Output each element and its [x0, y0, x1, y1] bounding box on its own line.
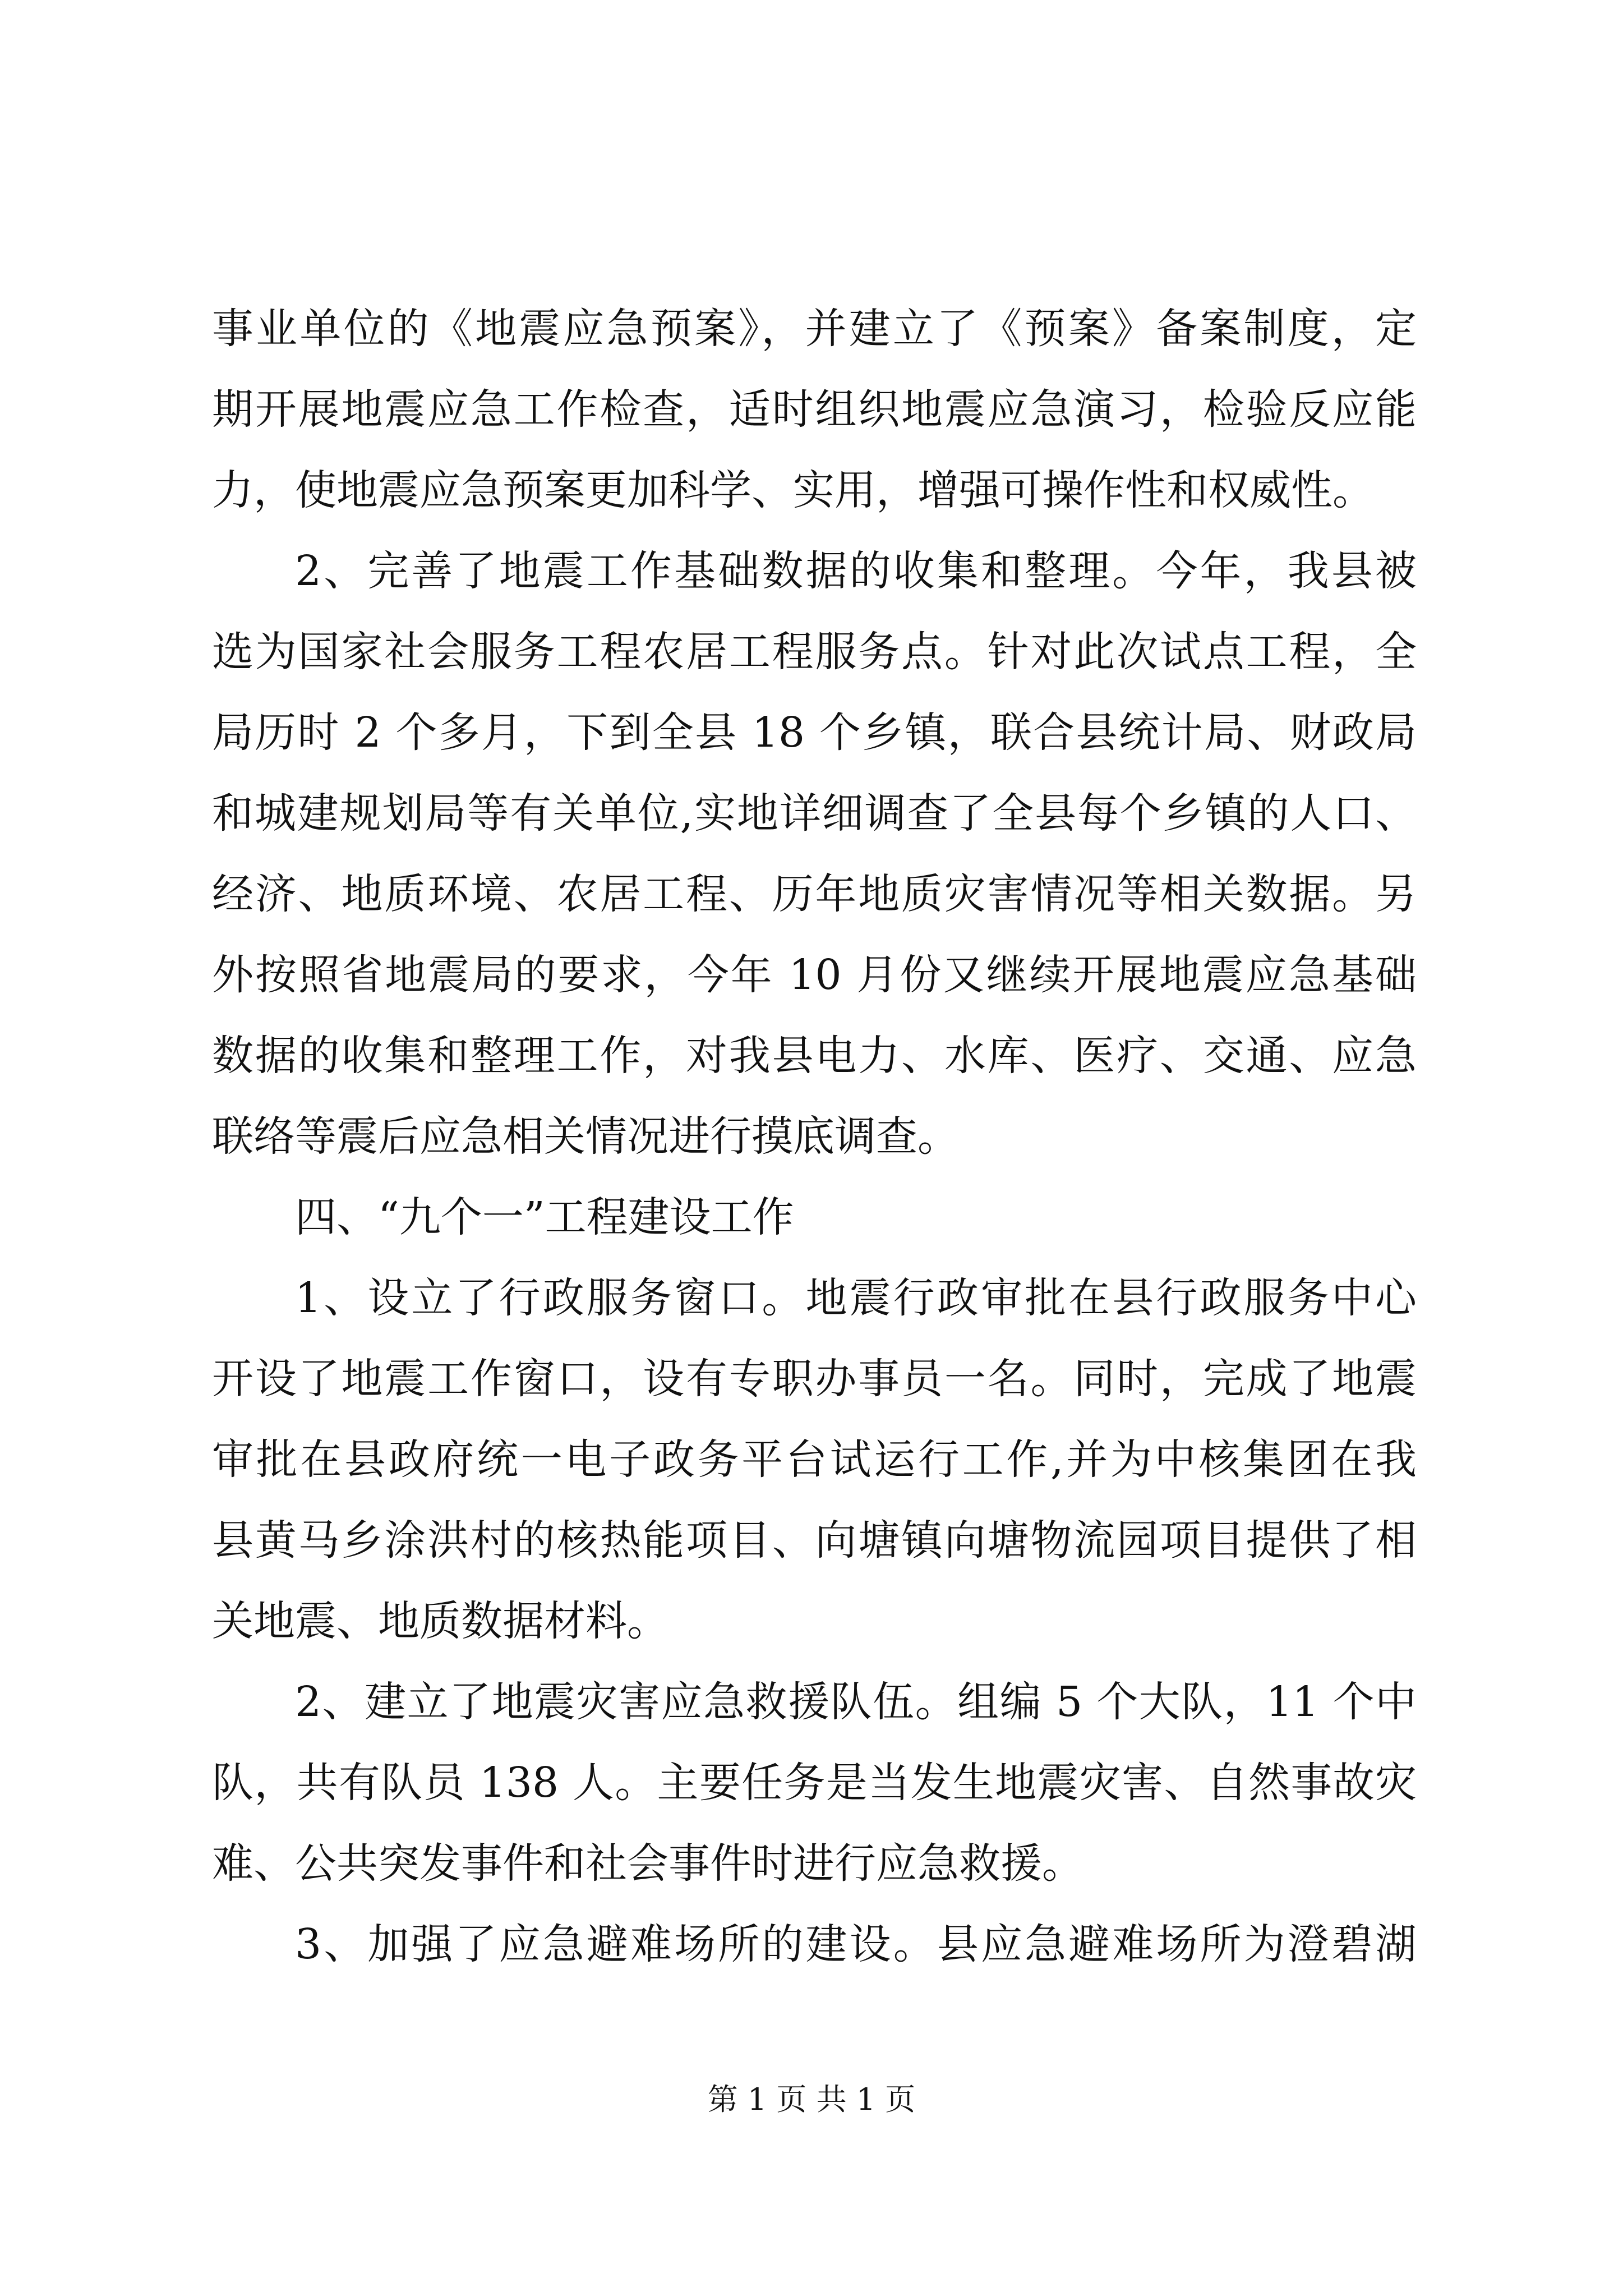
text-line: 选为国家社会服务工程农居工程服务点。针对此次试点工程，全 [212, 628, 1417, 676]
section-heading: 四、“九个一”工程建设工作 [295, 1193, 794, 1241]
text-line: 期开展地震应急工作检查，适时组织地震应急演习，检验反应能 [212, 385, 1417, 434]
text-line: 开设了地震工作窗口，设有专职办事员一名。同时，完成了地震 [212, 1355, 1417, 1403]
text-line: 局历时 2 个多月，下到全县 18 个乡镇，联合县统计局、财政局 [212, 708, 1417, 757]
text-line: 数据的收集和整理工作，对我县电力、水库、医疗、交通、应急 [212, 1032, 1417, 1080]
text-line: 2、建立了地震灾害应急救援队伍。组编 5 个大队，11 个中 [295, 1678, 1417, 1726]
text-line: 2、完善了地震工作基础数据的收集和整理。今年，我县被 [295, 547, 1417, 595]
text-line: 难、公共突发事件和社会事件时进行应急救援。 [212, 1839, 1083, 1888]
document-body [212, 288, 1417, 1985]
text-line: 县黄马乡涂洪村的核热能项目、向塘镇向塘物流园项目提供了相 [212, 1516, 1417, 1565]
text-line: 外按照省地震局的要求，今年 10 月份又继续开展地震应急基础 [212, 951, 1417, 999]
text-line: 队，共有队员 138 人。主要任务是当发生地震灾害、自然事故灾 [212, 1759, 1417, 1807]
text-line: 经济、地质环境、农居工程、历年地质灾害情况等相关数据。另 [212, 870, 1417, 918]
text-line: 关地震、地质数据材料。 [212, 1597, 668, 1645]
page-footer: 第 1 页 共 1 页 [707, 2082, 916, 2117]
text-line: 和城建规划局等有关单位,实地详细调查了全县每个乡镇的人口、 [212, 789, 1417, 838]
text-line: 1、设立了行政服务窗口。地震行政审批在县行政服务中心 [295, 1274, 1417, 1322]
text-line: 事业单位的《地震应急预案》，并建立了《预案》备案制度，定 [212, 305, 1417, 353]
text-line: 力，使地震应急预案更加科学、实用，增强可操作性和权威性。 [212, 466, 1374, 514]
text-line: 审批在县政府统一电子政务平台试运行工作,并为中核集团在我 [212, 1435, 1417, 1484]
text-line: 联络等震后应急相关情况进行摸底调查。 [212, 1112, 959, 1161]
text-line: 3、加强了应急避难场所的建设。县应急避难场所为澄碧湖 [295, 1920, 1417, 1968]
